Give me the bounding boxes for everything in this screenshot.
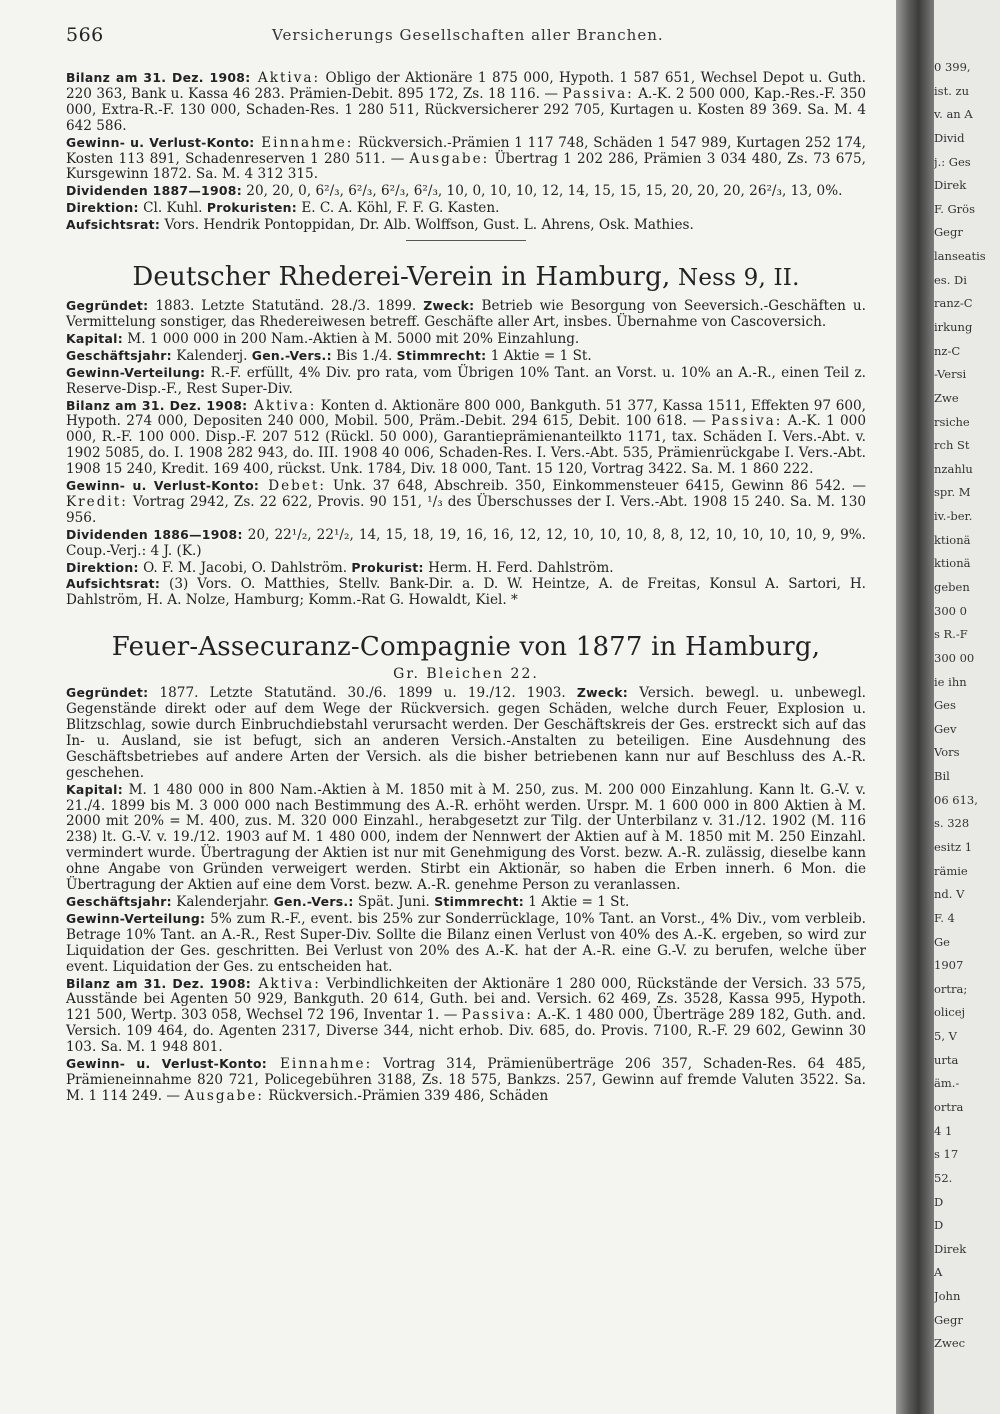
running-title: Versicherungs Gesellschaften aller Branchen. (272, 26, 664, 44)
facing-page-text: nz-C (934, 343, 961, 358)
entry2-geschaeftsjahr: Geschäftsjahr: Kalenderjahr. Gen.-Vers.: Spät. Juni. Stimmrecht: 1 Aktie = 1 St. (66, 893, 630, 910)
entry1-bilanz: Bilanz am 31. Dez. 1908: Aktiva: Konten d. Aktionäre 800 000, Bankguth. 51 377, Kassa 1511, Effekten 97 600, Hypoth. 274 000, Depositen 240 000, Mobil. 500, Präm.-Debit. 294 615, Debit. 100 618. — Passiva: A.-K. 1 000 000, R.-F. 100 000. Disp.-F. 207 512 (Rückl. 50 000), Garantieprämienanteilkto 1171, tax. Schäden I. Vers.-Abt. v. 1902 5085, do. I. 1908 282 943, do. III. 1908 40 006, Schaden-Res. I. Vers.-Abt. 535, Prämienrückgabe I. Vers.-Abt. 1908 15 240, Kredit. 169 400, rückst. Unk. 1784, Div. 18 000, Tant. 15 120, Vortrag 3422. Sa. M. 1 860 222. (66, 397, 866, 478)
prev-gewinn-verlust: Gewinn- u. Verlust-Konto: Einnahme: Rückversich.-Prämien 1 117 748, Schäden 1 547 989, Kurtagen 252 174, Kosten 113 891, Schadenreserven 1 280 511. — Ausgabe: Übertrag 1 202 286, Prämien 3 034 480, Zs. 73 675, Kursgewinn 1872. Sa. M. 4 312 315. (66, 134, 866, 183)
facing-page-text: 4 1 (934, 1123, 953, 1138)
facing-page-text: nd. V (934, 887, 965, 902)
facing-page-text: nzahlu (934, 461, 973, 476)
facing-page-text: 1907 (934, 958, 964, 973)
facing-page-text: es. Di (934, 272, 967, 287)
facing-page-text: D (934, 1218, 944, 1233)
facing-page-text: ortra (934, 1100, 964, 1114)
facing-page-text: s 17 (934, 1147, 959, 1162)
facing-page-text: Gev (934, 721, 957, 736)
facing-page-text: irkung (934, 320, 973, 334)
facing-page-text: ktionä (934, 532, 971, 547)
entry2-kapital: Kapital: M. 1 480 000 in 800 Nam.-Aktien à M. 1850 mit à M. 250, zus. M. 200 000 Einzahlung. Kann lt. G.-V. v. 21./4. 1899 bis M. 3 000 000 nach Bestimmung des A.-R. erhöht werden. Urspr. M. 1 600 000 in 800 Aktien à M. 2000 mit 20% = M. 400, zus. M. 320 000 Einzahl., herabgesetzt zur Tilg. der Unterbilanz v. 31./12. 1902 (M. 116 238) lt. G.-V. v. 19./12. 1903 auf M. 1 480 000, indem der Nennwert der Aktien auf à M. 1850 mit M. 250 Einzahl. vermindert wurde. Übertragung der Aktien ist nur mit Genehmigung des Vorst. bezw. A.-R. zulässig, dieselbe kann ohne Angabe von Gründen verweigert werden. Stirbt ein Aktionär, so haben die Erben innerh. 6 Mon. die Übertragung der Aktien auf eine dem Vorst. bezw. A.-R. genehme Person zu veranlassen. (66, 781, 866, 894)
facing-page-text: Ge (934, 934, 950, 949)
main-column (66, 70, 866, 1105)
label-bilanz: Bilanz am 31. Dez. 1908: (66, 70, 251, 85)
company-title-rhederei: Deutscher Rhederei-Verein in Hamburg, Ness 9, II. (132, 262, 800, 293)
entry1-dividenden: Dividenden 1886—1908: 20, 22¹/₂, 22¹/₂, 14, 15, 18, 19, 16, 16, 12, 12, 10, 10, 10, 8, 8, 12, 10, 10, 10, 10, 9, 9%. Coup.-Verj.: 4 J. (K.) (66, 526, 866, 559)
facing-page-text: Direk (934, 178, 967, 193)
facing-page-text: ranz-C (934, 296, 973, 311)
facing-page-text: ortra; (934, 981, 968, 996)
facing-page-text: äm.- (934, 1076, 960, 1091)
entry1-gewinn-verlust: Gewinn- u. Verlust-Konto: Debet: Unk. 37 648, Abschreib. 350, Einkommensteuer 6415, Gewinn 86 542. — Kredit: Vortrag 2942, Zs. 22 622, Provis. 90 151, ¹/₃ des Überschusses der I. Vers.-Abt. 1908 15 240. Sa. M. 130 956. (66, 478, 866, 526)
facing-page-text: Zwec (934, 1336, 966, 1351)
company-title-feuer-assecuranz: Feuer-Assecuranz-Compagnie von 1877 in Hamburg, (111, 632, 821, 663)
entry1-gewinn-verteilung: Gewinn-Verteilung: R.-F. erfüllt, 4% Div. pro rata, vom Übrigen 10% Tant. an Vorst. u. 10% an A.-R., einen Teil z. Reserve-Disp.-F., Rest Super-Div. (66, 364, 866, 397)
company-address: Gr. Bleichen 22. (393, 666, 539, 683)
facing-page-text: Zwe (934, 390, 959, 405)
facing-page-text: ktionä (934, 556, 971, 571)
facing-page-text: ist. zu (934, 83, 969, 98)
facing-page-text: John (934, 1289, 961, 1304)
facing-page-text: D (934, 1194, 944, 1209)
facing-page-fragment (934, 0, 1000, 1414)
entry1-geschaeftsjahr: Geschäftsjahr: Kalenderj. Gen.-Vers.: Bis 1./4. Stimmrecht: 1 Aktie = 1 St. (66, 347, 592, 364)
facing-page-text: esitz 1 (934, 840, 973, 854)
facing-page-text: lanseatis (934, 249, 986, 264)
entry1-direktion: Direktion: O. F. M. Jacobi, O. Dahlström. Prokurist: Herm. H. Ferd. Dahlström. (66, 559, 614, 576)
facing-page-text: iv.-ber. (934, 509, 973, 524)
entry1-gegruendet: Gegründet: 1883. Letzte Statutänd. 28./3. 1899. Zweck: Betrieb wie Besorgung von Seeversich.-Geschäften u. Vermittelung sonstiger, das Rhedereiwesen betreff. Geschäfte aller Art, insbes. Übernahme von Cascoversich. (66, 298, 866, 330)
facing-page-text: 06 613, (934, 792, 978, 807)
entry2-gegruendet: Gegründet: 1877. Letzte Statutänd. 30./6. 1899 u. 19./12. 1903. Zweck: Versich. bewegl. u. unbewegl. Gegenstände direkt oder auf dem Wege der Rückversich. gegen Schäden, welche durch Feuer, Explosion u. Blitzschlag, sowie durch Einbruchdiebstahl verursacht werden. Der Geschäftskreis der Ges. erstreckt sich auf das In- u. Ausland, sie ist befugt, sich an anderen Versich.-Anstalten zu beteiligen. Eine Ausdehnung des Geschäftsbetriebes auf andere Arten der Versich. als die bisher betriebenen kann nur auf Beschluss des A.-R. geschehen. (66, 685, 866, 781)
facing-page-text: rch St (934, 438, 970, 453)
facing-page-text: urta (934, 1052, 959, 1067)
facing-page-text: Bil (934, 769, 950, 784)
facing-page-text: A (934, 1265, 943, 1280)
page-number: 566 (66, 24, 104, 46)
separator-rule (406, 240, 526, 241)
facing-page-text: ie ihn (934, 674, 967, 689)
facing-page-text: j.: Ges (934, 154, 971, 169)
entry2-bilanz: Bilanz am 31. Dez. 1908: Aktiva: Verbindlichkeiten der Aktionäre 1 280 000, Rückstände der Versich. 33 575, Ausstände bei Agenten 50 929, Bankguth. 20 614, Guth. bei and. Versich. 62 469, Zs. 3528, Kassa 995, Hypoth. 121 500, Wertp. 303 058, Wechsel 72 196, Inventar 1. — Passiva: A.-K. 1 480 000, Überträge 289 182, Guth. and. Versich. 109 464, do. Agenten 2317, Diverse 344, nicht erhob. Div. 685, do. Provis. 7100, R.-F. 29 602, Gewinn 30 103. Sa. M. 1 948 801. (66, 975, 866, 1056)
company-address: Ness 9, II. (670, 265, 800, 292)
facing-page-text: Vors (934, 745, 960, 760)
facing-page-text: 300 0 (934, 603, 967, 618)
book-spine-shadow (896, 0, 934, 1414)
facing-page-text: rämie (934, 863, 968, 878)
entry2-gewinn-verlust: Gewinn- u. Verlust-Konto: Einnahme: Vortrag 314, Prämienüberträge 206 357, Schaden-Res. 64 485, Prämieneinnahme 820 721, Policegebühren 3188, Zs. 18 575, Bankzs. 257, Gewinn auf fremde Valuten 3522. Sa. M. 1 114 249. — Ausgabe: Rückversich.-Prämien 339 486, Schäden (66, 1056, 866, 1104)
facing-page-text: F. 4 (934, 910, 955, 925)
facing-page-text: geben (934, 580, 970, 594)
entry2-gewinn-verteilung: Gewinn-Verteilung: 5% zum R.-F., event. bis 25% zur Sonderrücklage, 10% Tant. an Vorst., 4% Div., vom verbleib. Betrage 10% Tant. an A.-R., Rest Super-Div. Sollte die Bilanz einen Verlust von 40% des A.-K. ergeben, so wird zur Liquidation der Ges. geschritten. Bei Verlust von 20% des A.-K. hat der A.-R. eine G.-V. zu berufen, welche über event. Liquidation der Ges. zu entscheiden hat. (66, 910, 866, 975)
facing-page-text: Gegr (934, 225, 963, 240)
prev-dividenden: Dividenden 1887—1908: 20, 20, 0, 6²/₃, 6²/₃, 6²/₃, 6²/₃, 10, 0, 10, 10, 12, 14, 15, 15, 15, 20, 20, 20, 26²/₃, 13, 0%. (66, 183, 843, 200)
facing-page-text: olicej (934, 1005, 966, 1020)
facing-page-text: v. an A (934, 107, 973, 122)
facing-page-text: Direk (934, 1241, 967, 1256)
facing-page-text: 52. (934, 1170, 953, 1185)
prev-aufsichtsrat: Aufsichtsrat: Vors. Hendrik Pontoppidan, Dr. Alb. Wolffson, Gust. L. Ahrens, Osk. Mathies. (66, 217, 694, 234)
facing-page-text: 5, V (934, 1029, 957, 1044)
facing-page-text: 0 399, (934, 60, 971, 74)
facing-page-text: Ges (934, 698, 956, 713)
entry1-aufsichtsrat: Aufsichtsrat: (3) Vors. O. Matthies, Stellv. Bank-Dir. a. D. W. Heintze, A. de Freitas, Konsul A. Sartori, H. Dahlström, H. A. Nolze, Hamburg; Komm.-Rat G. Howaldt, Kiel. * (66, 576, 866, 609)
facing-page-text: 300 00 (934, 650, 975, 665)
prev-bilanz: Bilanz am 31. Dez. 1908: Aktiva: Obligo der Aktionäre 1 875 000, Hypoth. 1 587 651, Wechsel Depot u. Guth. 220 363, Bank u. Kassa 46 283. Prämien-Debit. 895 172, Zs. 18 116. — Passiva: A.-K. 2 500 000, Kap.-Res.-F. 350 000, Extra-R.-F. 130 000, Schaden-Res. 1 280 511, Rückversicherer 292 705, Kurtagen u. Kosten 89 369. Sa. M. 4 642 586. (66, 70, 866, 134)
facing-page-text: rsiche (934, 414, 970, 429)
facing-page-text: s. 328 (934, 816, 970, 831)
facing-page-text: Divid (934, 130, 965, 145)
prev-direktion: Direktion: Cl. Kuhl. Prokuristen: E. C. A. Köhl, F. F. G. Kasten. (66, 200, 500, 217)
facing-page-text: spr. M (934, 485, 971, 500)
facing-page-text: F. Grös (934, 201, 976, 216)
entry1-kapital: Kapital: M. 1 000 000 in 200 Nam.-Aktien à M. 5000 mit 20% Einzahlung. (66, 330, 580, 347)
facing-page-text: s R.-F (934, 627, 968, 642)
facing-page-text: -Versi (934, 367, 967, 382)
facing-page-text: Gegr (934, 1312, 963, 1327)
